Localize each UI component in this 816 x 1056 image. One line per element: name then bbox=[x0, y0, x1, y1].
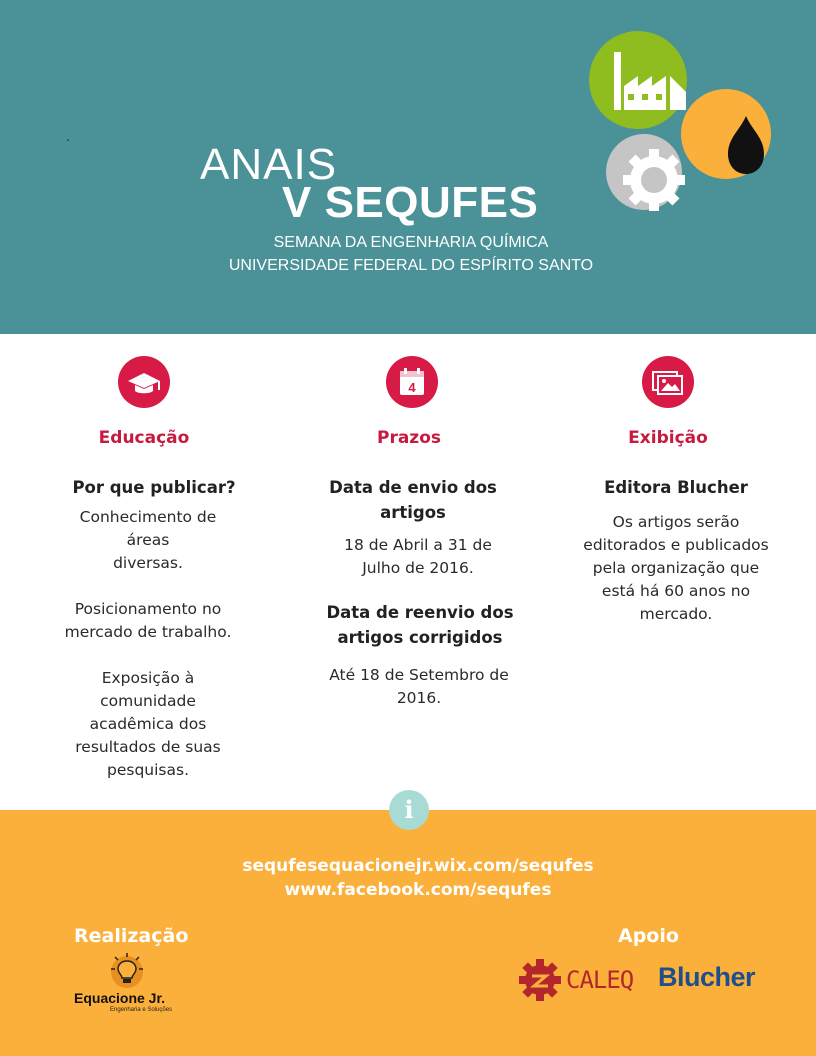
realizacao-label: Realização bbox=[74, 925, 189, 947]
caleq-gear-icon bbox=[518, 958, 562, 1002]
subtitle-semana: SEMANA DA ENGENHARIA QUÍMICA bbox=[273, 234, 549, 251]
exibicao-subheading: Editora Blucher bbox=[604, 478, 748, 497]
equacione-logo: Equacione Jr. Engenharia e Soluções bbox=[72, 952, 190, 1016]
educacao-paragraph-3: Exposição à comunidade acadêmica dos resultados de suas pesquisas. bbox=[75, 669, 221, 779]
educacao-heading: Educação bbox=[98, 428, 190, 448]
image-gallery-icon bbox=[642, 356, 694, 408]
title-sequfes: V SEQUFES bbox=[282, 178, 539, 227]
prazos-heading: Prazos bbox=[376, 428, 441, 448]
lightbulb-icon bbox=[107, 952, 147, 992]
educacao-paragraph-2: Posicionamento no mercado de trabalho. bbox=[64, 600, 232, 641]
prazos-text-reenvio: Até 18 de Setembro de 2016. bbox=[329, 666, 509, 707]
graduation-cap-icon bbox=[118, 356, 170, 408]
factory-icon bbox=[589, 31, 687, 129]
educacao-paragraph-1: Conhecimento de áreas diversas. bbox=[79, 508, 217, 572]
calendar-day: 4 bbox=[408, 380, 416, 395]
gear-icon bbox=[606, 134, 685, 211]
info-icon: i bbox=[389, 790, 429, 830]
wix-site-link[interactable]: sequfesequacionejr.wix.com/sequfes bbox=[242, 856, 594, 876]
exibicao-heading: Exibição bbox=[628, 428, 708, 448]
prazos-subheading-reenvio: Data de reenvio dos artigos corrigidos bbox=[326, 603, 514, 647]
blucher-logo: Blucher bbox=[658, 962, 756, 992]
subtitle-universidade: UNIVERSIDADE FEDERAL DO ESPÍRITO SANTO bbox=[228, 257, 594, 274]
oil-drop-icon bbox=[681, 89, 771, 179]
apoio-label: Apoio bbox=[618, 925, 679, 947]
exibicao-text: Os artigos serão editorados e publicados pela organização que está há 60 anos no mercado. bbox=[583, 513, 769, 623]
prazos-text-envio: 18 de Abril a 31 de Julho de 2016. bbox=[344, 536, 492, 577]
educacao-subheading: Por que publicar? bbox=[72, 478, 236, 497]
calendar-icon bbox=[386, 356, 438, 408]
caleq-logo: CALEQ bbox=[518, 958, 638, 1002]
facebook-link[interactable]: www.facebook.com/sequfes bbox=[284, 880, 552, 900]
title-anais: ANAIS bbox=[200, 140, 338, 189]
header-illustration bbox=[588, 30, 776, 218]
prazos-subheading-envio: Data de envio dos artigos bbox=[329, 478, 497, 522]
stray-dot: . bbox=[66, 130, 70, 144]
